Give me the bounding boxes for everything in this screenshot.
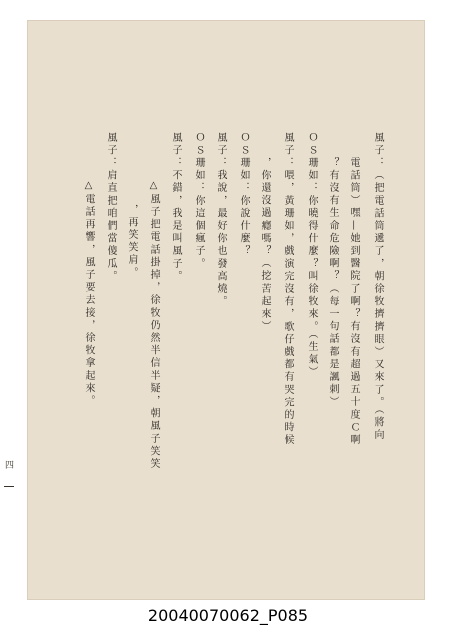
script-line: ？有沒有生命危險啊？（每一句話都是諷刺）: [327, 157, 338, 409]
image-caption: 20040070062_P085: [147, 606, 309, 625]
script-line: 風子：肩直把咱們當傻瓜。: [105, 132, 116, 284]
script-line: ＯＳ珊如：你這個瘋子。: [193, 132, 204, 271]
script-line: 風子：喂，黃珊如，戲演完沒有，歌仔戲都有哭完的時候: [282, 132, 293, 447]
script-line: ，你還沒過癮嗎？（挖苦起來）: [259, 157, 270, 334]
script-line: 風子：我說，最好你也發高燒。: [215, 132, 226, 309]
script-line: △風子把電話掛掉，徐牧仍然半信半疑，朝風子笑笑: [148, 180, 159, 471]
script-line: 電話筒）嘿—她到醫院了啊？有沒有超過五十度Ｃ啊: [348, 157, 359, 447]
script-line: 風子：不錯，我是叫風子。: [170, 132, 181, 284]
script-line: △電話再響，風子要去接，徐牧拿起來。: [83, 180, 94, 408]
page-edge-mark: [4, 486, 14, 487]
script-line: ，再笑笑肩。: [126, 204, 137, 280]
document-page: [27, 20, 425, 600]
page-number-mark: 四: [3, 460, 13, 469]
script-line: 風子：（把電話筒遞了，朝徐牧擠擠眼）又來了。（將向: [372, 132, 383, 442]
script-line: ＯＳ珊如：你說什麼？: [238, 132, 249, 258]
script-line: ＯＳ珊如：你曉得什麼？叫徐牧來。（生氣）: [306, 132, 317, 379]
